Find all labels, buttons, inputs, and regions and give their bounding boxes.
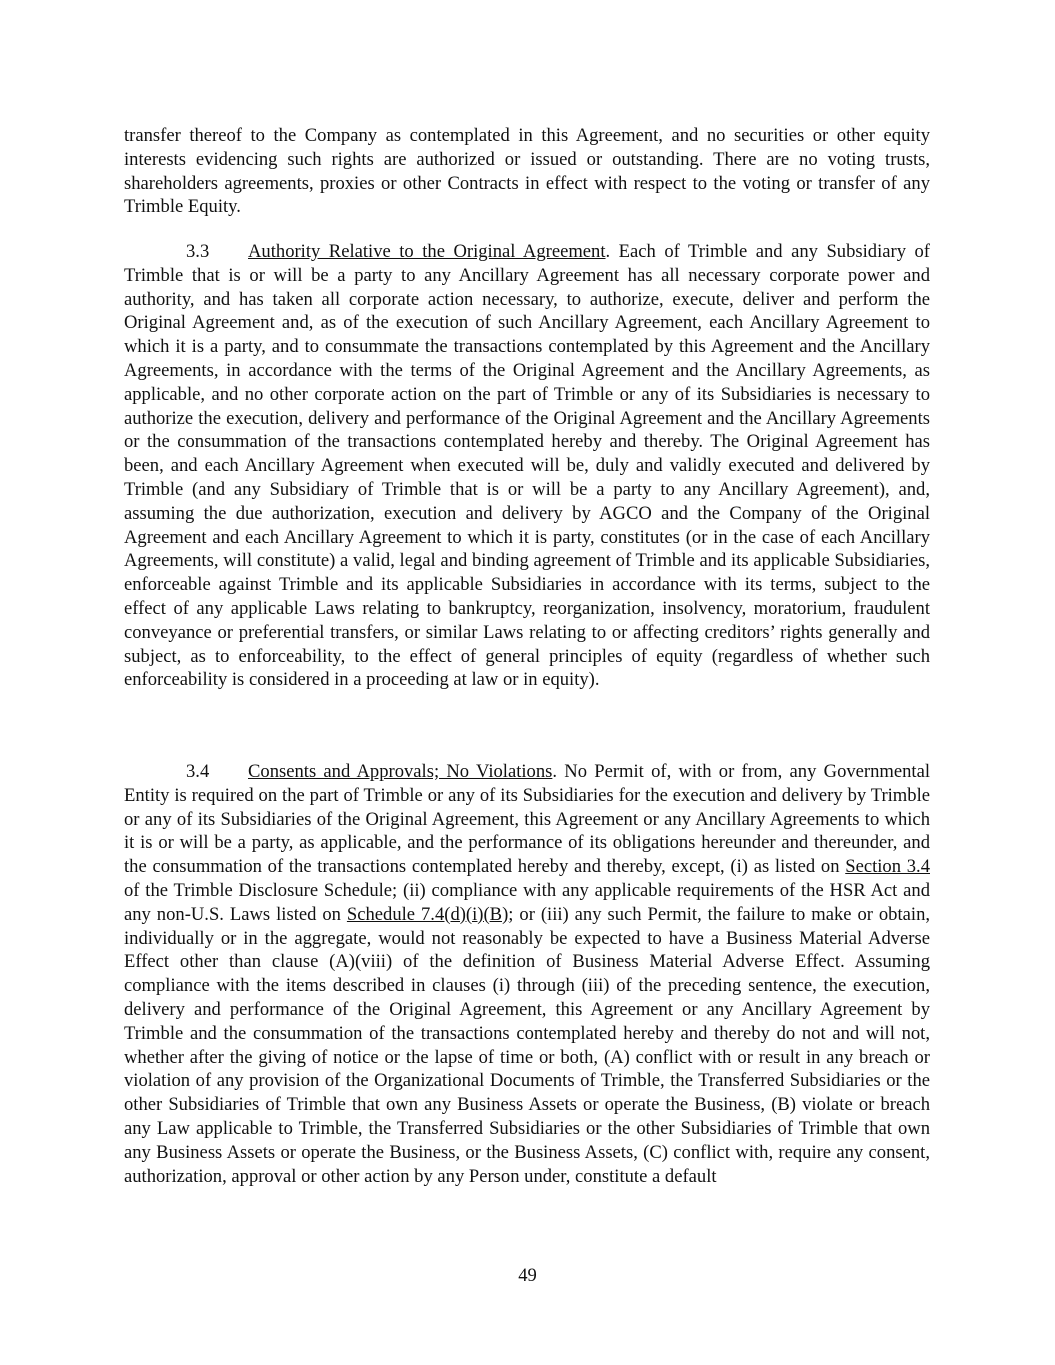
section-3-3	[124, 240, 930, 692]
paragraph-continuation	[124, 124, 930, 219]
section-3-4-reference: Section 3.4	[845, 856, 930, 878]
section-number: 3.3	[186, 241, 210, 262]
page-number: 49	[518, 1265, 537, 1286]
schedule-reference: Schedule 7.4(d)(i)(B)	[346, 903, 509, 925]
section-heading: Authority Relative to the Original Agreement	[248, 241, 606, 262]
section-heading-suffix: .	[552, 761, 558, 782]
section-body: Each of Trimble and any Subsidiary of Trimble that is or will be a party to any Ancillary Agreement has all necessary corporate power and authority, and has taken all corporate action necessary, to authorize, execute, deliver and perform the Original Agreement and, as of the execution of such Ancillary Agreement, each Ancillary Agreement to which it is a party, and to consummate the transactions contemplated by this Agreement and the Ancillary Agreements, in accordance with the terms of the Original Agreement and the Ancillary Agreements, as applicable, and no other corporate action on the part of Trimble or any of its Subsidiaries is necessary to authorize the execution, delivery and performance of the Original Agreement and the Ancillary Agreements or the consummation of the transactions contemplated hereby and thereby. The Original Agreement has been, and each Ancillary Agreement when executed will be, duly and validly executed and delivered by Trimble (and any Subsidiary of Trimble that is or will be a party to any Ancillary Agreement), and, assuming the due authorization, execution and delivery by AGCO and the Company of the Original Agreement and each Ancillary Agreement to which it is party, constitutes (or in the case of each Ancillary Agreements, will constitute) a valid, legal and binding agreement of Trimble and its applicable Subsidiaries, enforceable against Trimble and its applicable Subsidiaries in accordance with its terms, subject to the effect of any applicable Laws relating to bankruptcy, reorganization, insolvency, moratorium, fraudulent conveyance or preferential transfers, or similar Laws relating to or affecting creditors’ rights generally and subject, as to enforceability, to the effect of general principles of equity (regardless of whether such enforceability is considered in a proceeding at law or in equity).	[124, 241, 930, 691]
section-number: 3.4	[186, 761, 210, 782]
section-body-part-c: ; or (iii) any such Permit, the failure to make or obtain, individually or in the aggregate, would not reasonably be expected to have a Business Material Adverse Effect other than clause (A)(viii) of the definition of Business Material Adverse Effect. Assuming compliance with the items described in clauses (i) through (iii) of the preceding sentence, the execution, delivery and performance of the Original Agreement, this Agreement or any Ancillary Agreement by Trimble and the consummation of the transactions contemplated hereby and thereby do not and will not, whether after the giving of notice or the lapse of time or both, (A) conflict with or result in any breach or violation of any provision of the Organizational Documents of Trimble, the Transferred Subsidiaries or the other Subsidiaries of Trimble that own any Business Assets or operate the Business, (B) violate or breach any Law applicable to Trimble, the Transferred Subsidiaries or the other Subsidiaries of Trimble that own any Business Assets or operate the Business, or the Business Assets, (C) conflict with, require any consent, authorization, approval or other action by any Person under, constitute a default	[124, 903, 931, 1187]
section-heading: Consents and Approvals; No Violations	[248, 761, 553, 782]
section-body-part-b: of the Trimble Disclosure Schedule; (ii) compliance with any applicable requirements of the HSR Act and any non-U.S. Laws listed on	[124, 879, 930, 925]
section-3-4	[124, 760, 930, 1188]
section-heading-suffix: .	[605, 241, 611, 262]
section-body-part-a: No Permit of, with or from, any Governmental Entity is required on the part of Trimble or any of its Subsidiaries for the execution and delivery by Trimble or any of its Subsidiaries of the Original Agreement, this Agreement or any Ancillary Agreements to which it is or will be a party, as applicable, and the performance of its obligations hereunder and thereunder, and the consummation of the transactions contemplated hereby and thereby, except, (i) as listed on	[124, 761, 930, 878]
paragraph-text: transfer thereof to the Company as contemplated in this Agreement, and no securities or other equity interests evidencing such rights are authorized or issued or outstanding. There are no voting trusts, shareholders agreements, proxies or other Contracts in effect with respect to the voting or transfer of any Trimble Equity.	[124, 125, 930, 218]
